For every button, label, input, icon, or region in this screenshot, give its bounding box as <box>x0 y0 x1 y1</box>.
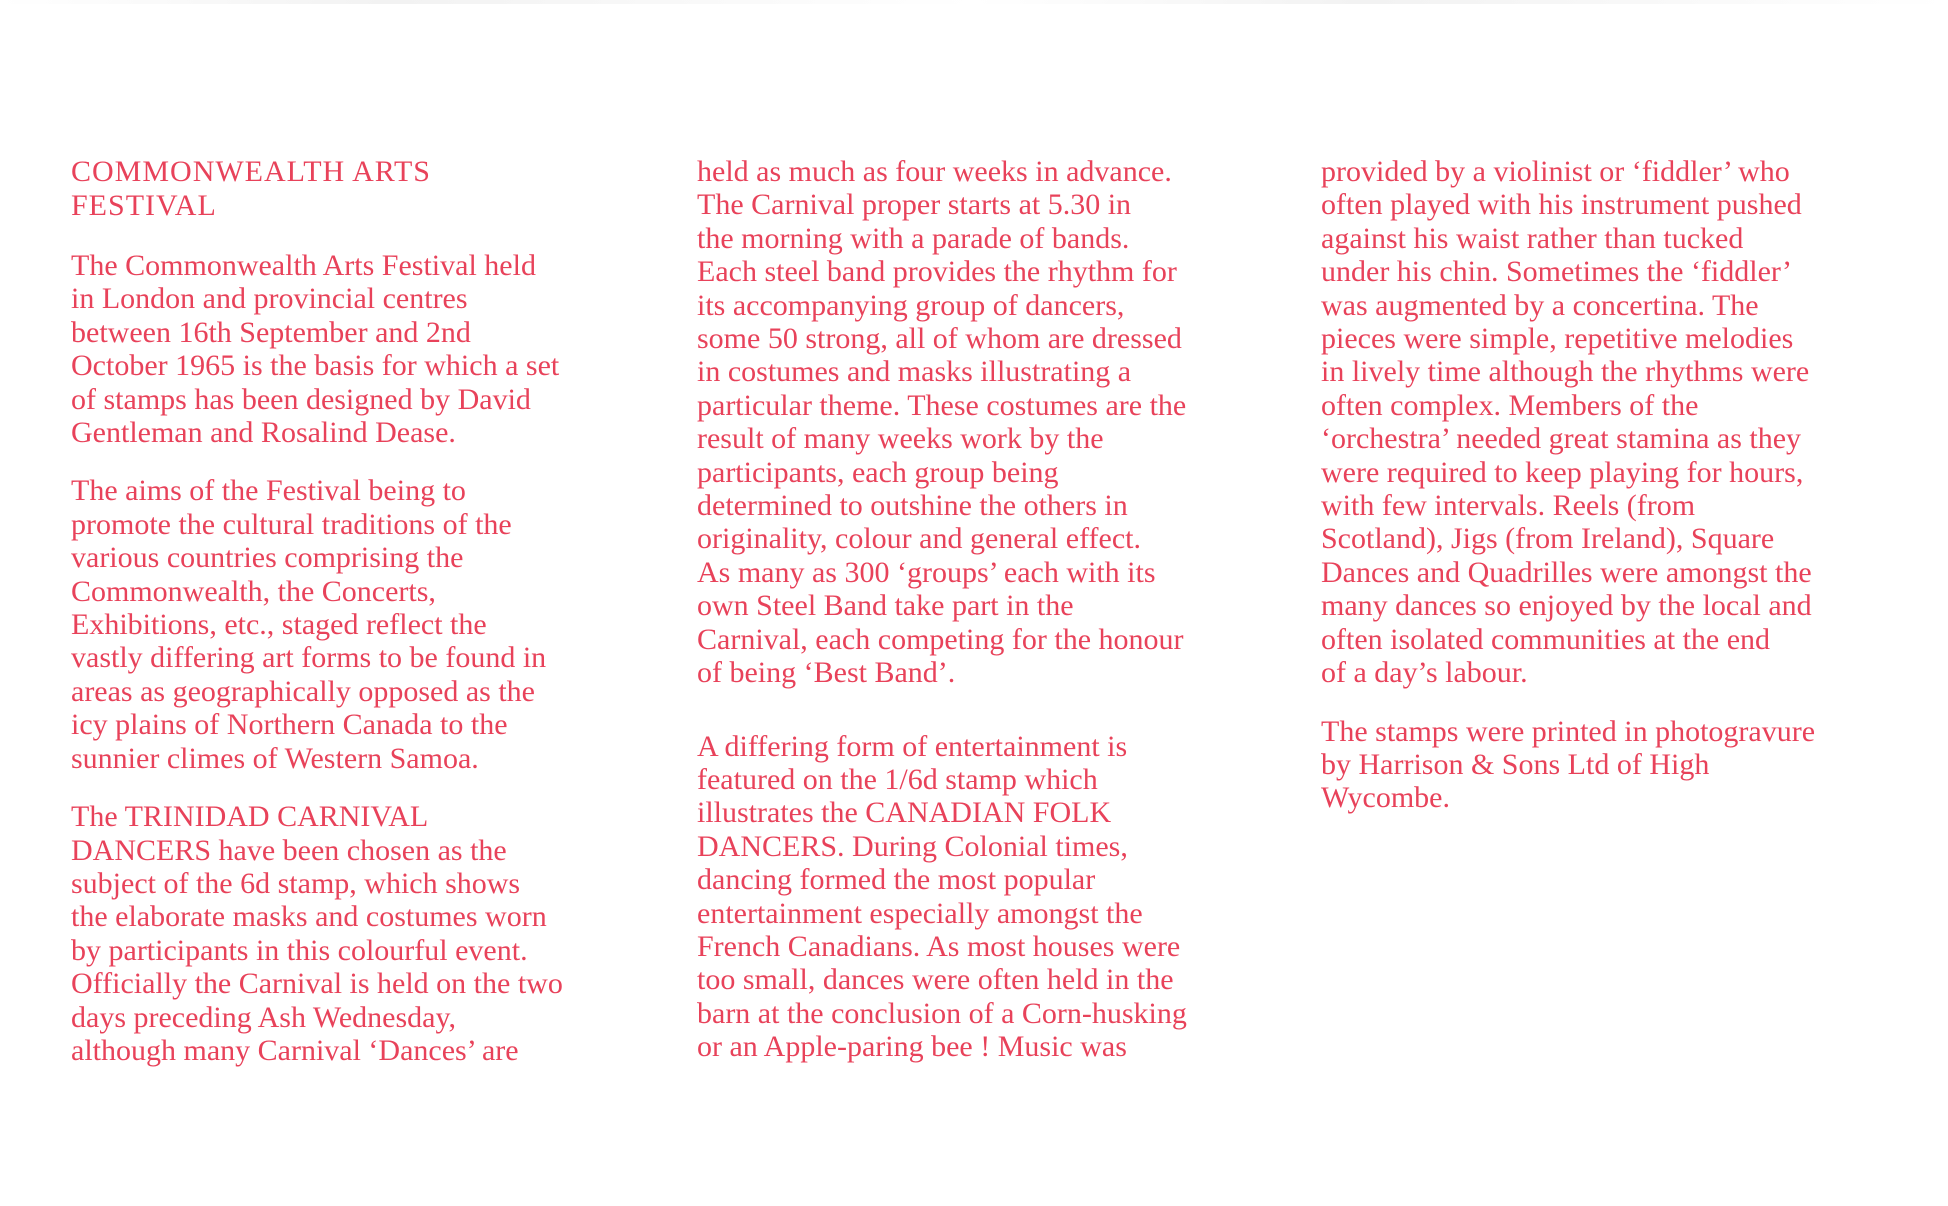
scan-edge <box>0 0 1948 4</box>
page-title: COMMONWEALTH ARTS FESTIVAL <box>71 155 431 222</box>
festival-intro-paragraph: The Commonwealth Arts Festival held in London and provincial centres between 16th September and 2nd October 1965 is the basis for which a set of stamps has been designed by David Gentleman and Rosalind Dease. <box>71 249 560 450</box>
text-column-3 <box>1321 155 1881 840</box>
carnival-continued-paragraph: held as much as four weeks in advance. The Carnival proper starts at 5.30 in the morning with a parade of bands. Each steel band provides the rhythm for its accompanying group of dancers, some 50 strong, all of whom are dressed in costumes and masks illustrating a particular theme. These costumes are the result of many weeks work by the participants, each group being determined to outshine the others in originality, colour and general effect. As many as 300 ‘groups’ each with its own Steel Band take part in the Carnival, each competing for the honour of being ‘Best Band’. <box>697 155 1187 690</box>
printer-credit-paragraph: The stamps were printed in photogravure by Harrison & Sons Ltd of High Wycombe. <box>1321 714 1816 815</box>
folk-music-paragraph: provided by a violinist or ‘fiddler’ who often played with his instrument pushed against his waist rather than tucked under his chin. Sometimes the ‘fiddler’ was augmented by a concertina. The pieces were simple, repetitive melodies in lively time although the rhythms were often complex. Members of the ‘orchestra’ needed great stamina as they were required to keep playing for hours, with few intervals. Reels (from Scotland), Jigs (from Ireland), Square Dances and Quadrilles were amongst the many dances so enjoyed by the local and often isolated communities at the end of a day’s labour. <box>1321 155 1812 690</box>
canadian-folk-dancers-paragraph: A differing form of entertainment is featured on the 1/6d stamp which illustrates the CANADIAN FOLK DANCERS. During Colonial times, dancing formed the most popular entertainment especially amongst the French Canadians. As most houses were too small, dances were often held in the barn at the conclusion of a Corn-husking or an Apple-paring bee ! Music was <box>697 729 1187 1064</box>
text-column-1 <box>71 155 631 1092</box>
text-column-2 <box>697 155 1257 1089</box>
trinidad-carnival-paragraph: The TRINIDAD CARNIVAL DANCERS have been chosen as the subject of the 6d stamp, which shows the elaborate masks and costumes worn by participants in this colourful event. Officially the Carnival is held on the two days preceding Ash Wednesday, although many Carnival ‘Dances’ are <box>71 800 563 1067</box>
festival-aims-paragraph: The aims of the Festival being to promote the cultural traditions of the various countries comprising the Commonwealth, the Concerts, Exhibitions, etc., staged reflect the vastly differing art forms to be found in areas as geographically opposed as the icy plains of Northern Canada to the sunnier climes of Western Samoa. <box>71 474 547 775</box>
